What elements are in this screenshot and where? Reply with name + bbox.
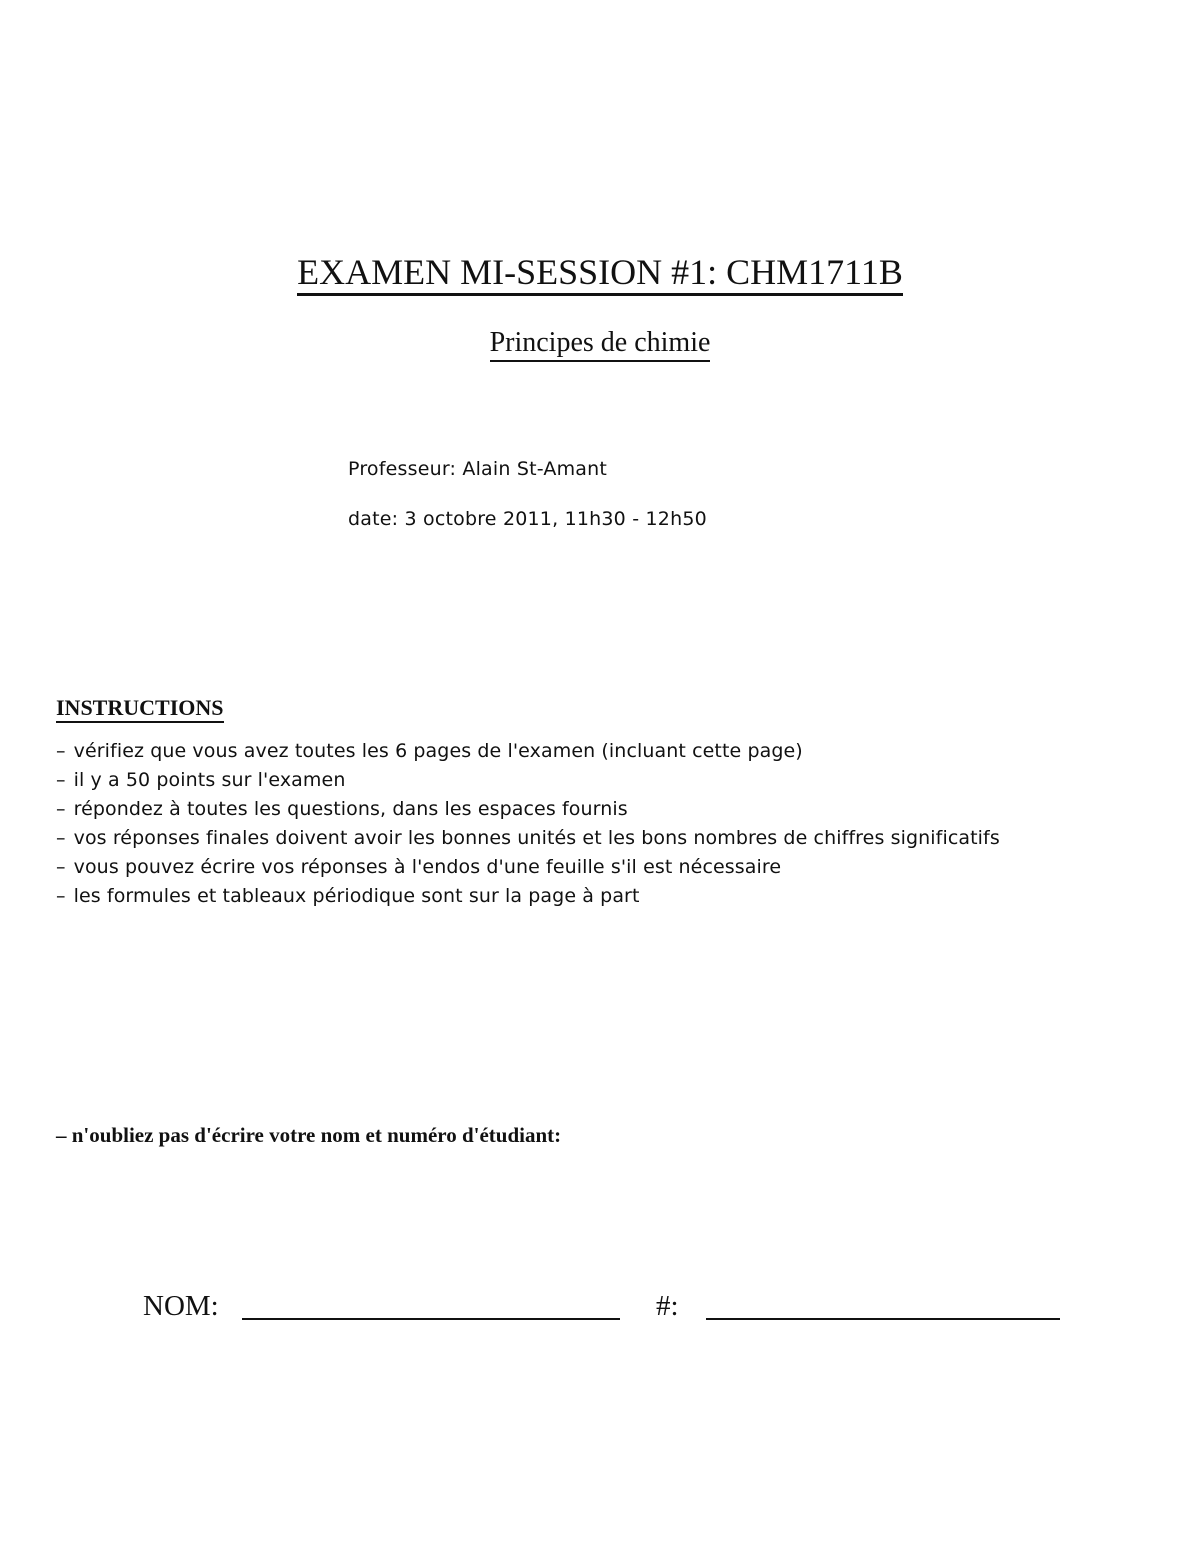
dash-bullet: – <box>56 769 66 791</box>
instructions-list <box>56 737 1000 911</box>
student-number-label: #: <box>656 1290 679 1322</box>
instruction-text: vous pouvez écrire vos réponses à l'endos d'une feuille s'il est nécessaire <box>73 856 782 878</box>
instruction-text: vérifiez que vous avez toutes les 6 pages de l'examen (incluant cette page) <box>73 740 803 762</box>
instructions-heading-text: INSTRUCTIONS <box>56 695 224 723</box>
instruction-item <box>56 853 1000 882</box>
instruction-item <box>56 766 1000 795</box>
instructions-heading <box>56 694 224 722</box>
name-blank-line[interactable] <box>242 1318 620 1320</box>
name-reminder: – n'oubliez pas d'écrire votre nom et numéro d'étudiant: <box>56 1123 562 1147</box>
instruction-item <box>56 795 1000 824</box>
dash-bullet: – <box>56 740 66 762</box>
instruction-item <box>56 824 1000 853</box>
course-subtitle <box>0 325 1200 361</box>
dash-bullet: – <box>56 856 66 878</box>
instruction-text: il y a 50 points sur l'examen <box>73 769 346 791</box>
exam-title <box>0 250 1200 294</box>
course-subtitle-text: Principes de chimie <box>490 327 711 362</box>
instruction-text: les formules et tableaux périodique sont sur la page à part <box>73 885 640 907</box>
dash-bullet: – <box>56 827 66 849</box>
instruction-text: vos réponses finales doivent avoir les bonnes unités et les bons nombres de chiffres significatifs <box>73 827 1000 849</box>
exam-title-text: EXAMEN MI-SESSION #1: CHM1711B <box>297 252 903 296</box>
dash-bullet: – <box>56 885 66 907</box>
name-label: NOM: <box>143 1290 219 1322</box>
instruction-item <box>56 737 1000 766</box>
dash-bullet: – <box>56 798 66 820</box>
instruction-text: répondez à toutes les questions, dans les espaces fournis <box>73 798 628 820</box>
exam-date-line: date: 3 octobre 2011, 11h30 - 12h50 <box>348 508 707 530</box>
instruction-item <box>56 882 1000 911</box>
student-number-blank-line[interactable] <box>706 1318 1060 1320</box>
professor-line: Professeur: Alain St-Amant <box>348 458 608 480</box>
